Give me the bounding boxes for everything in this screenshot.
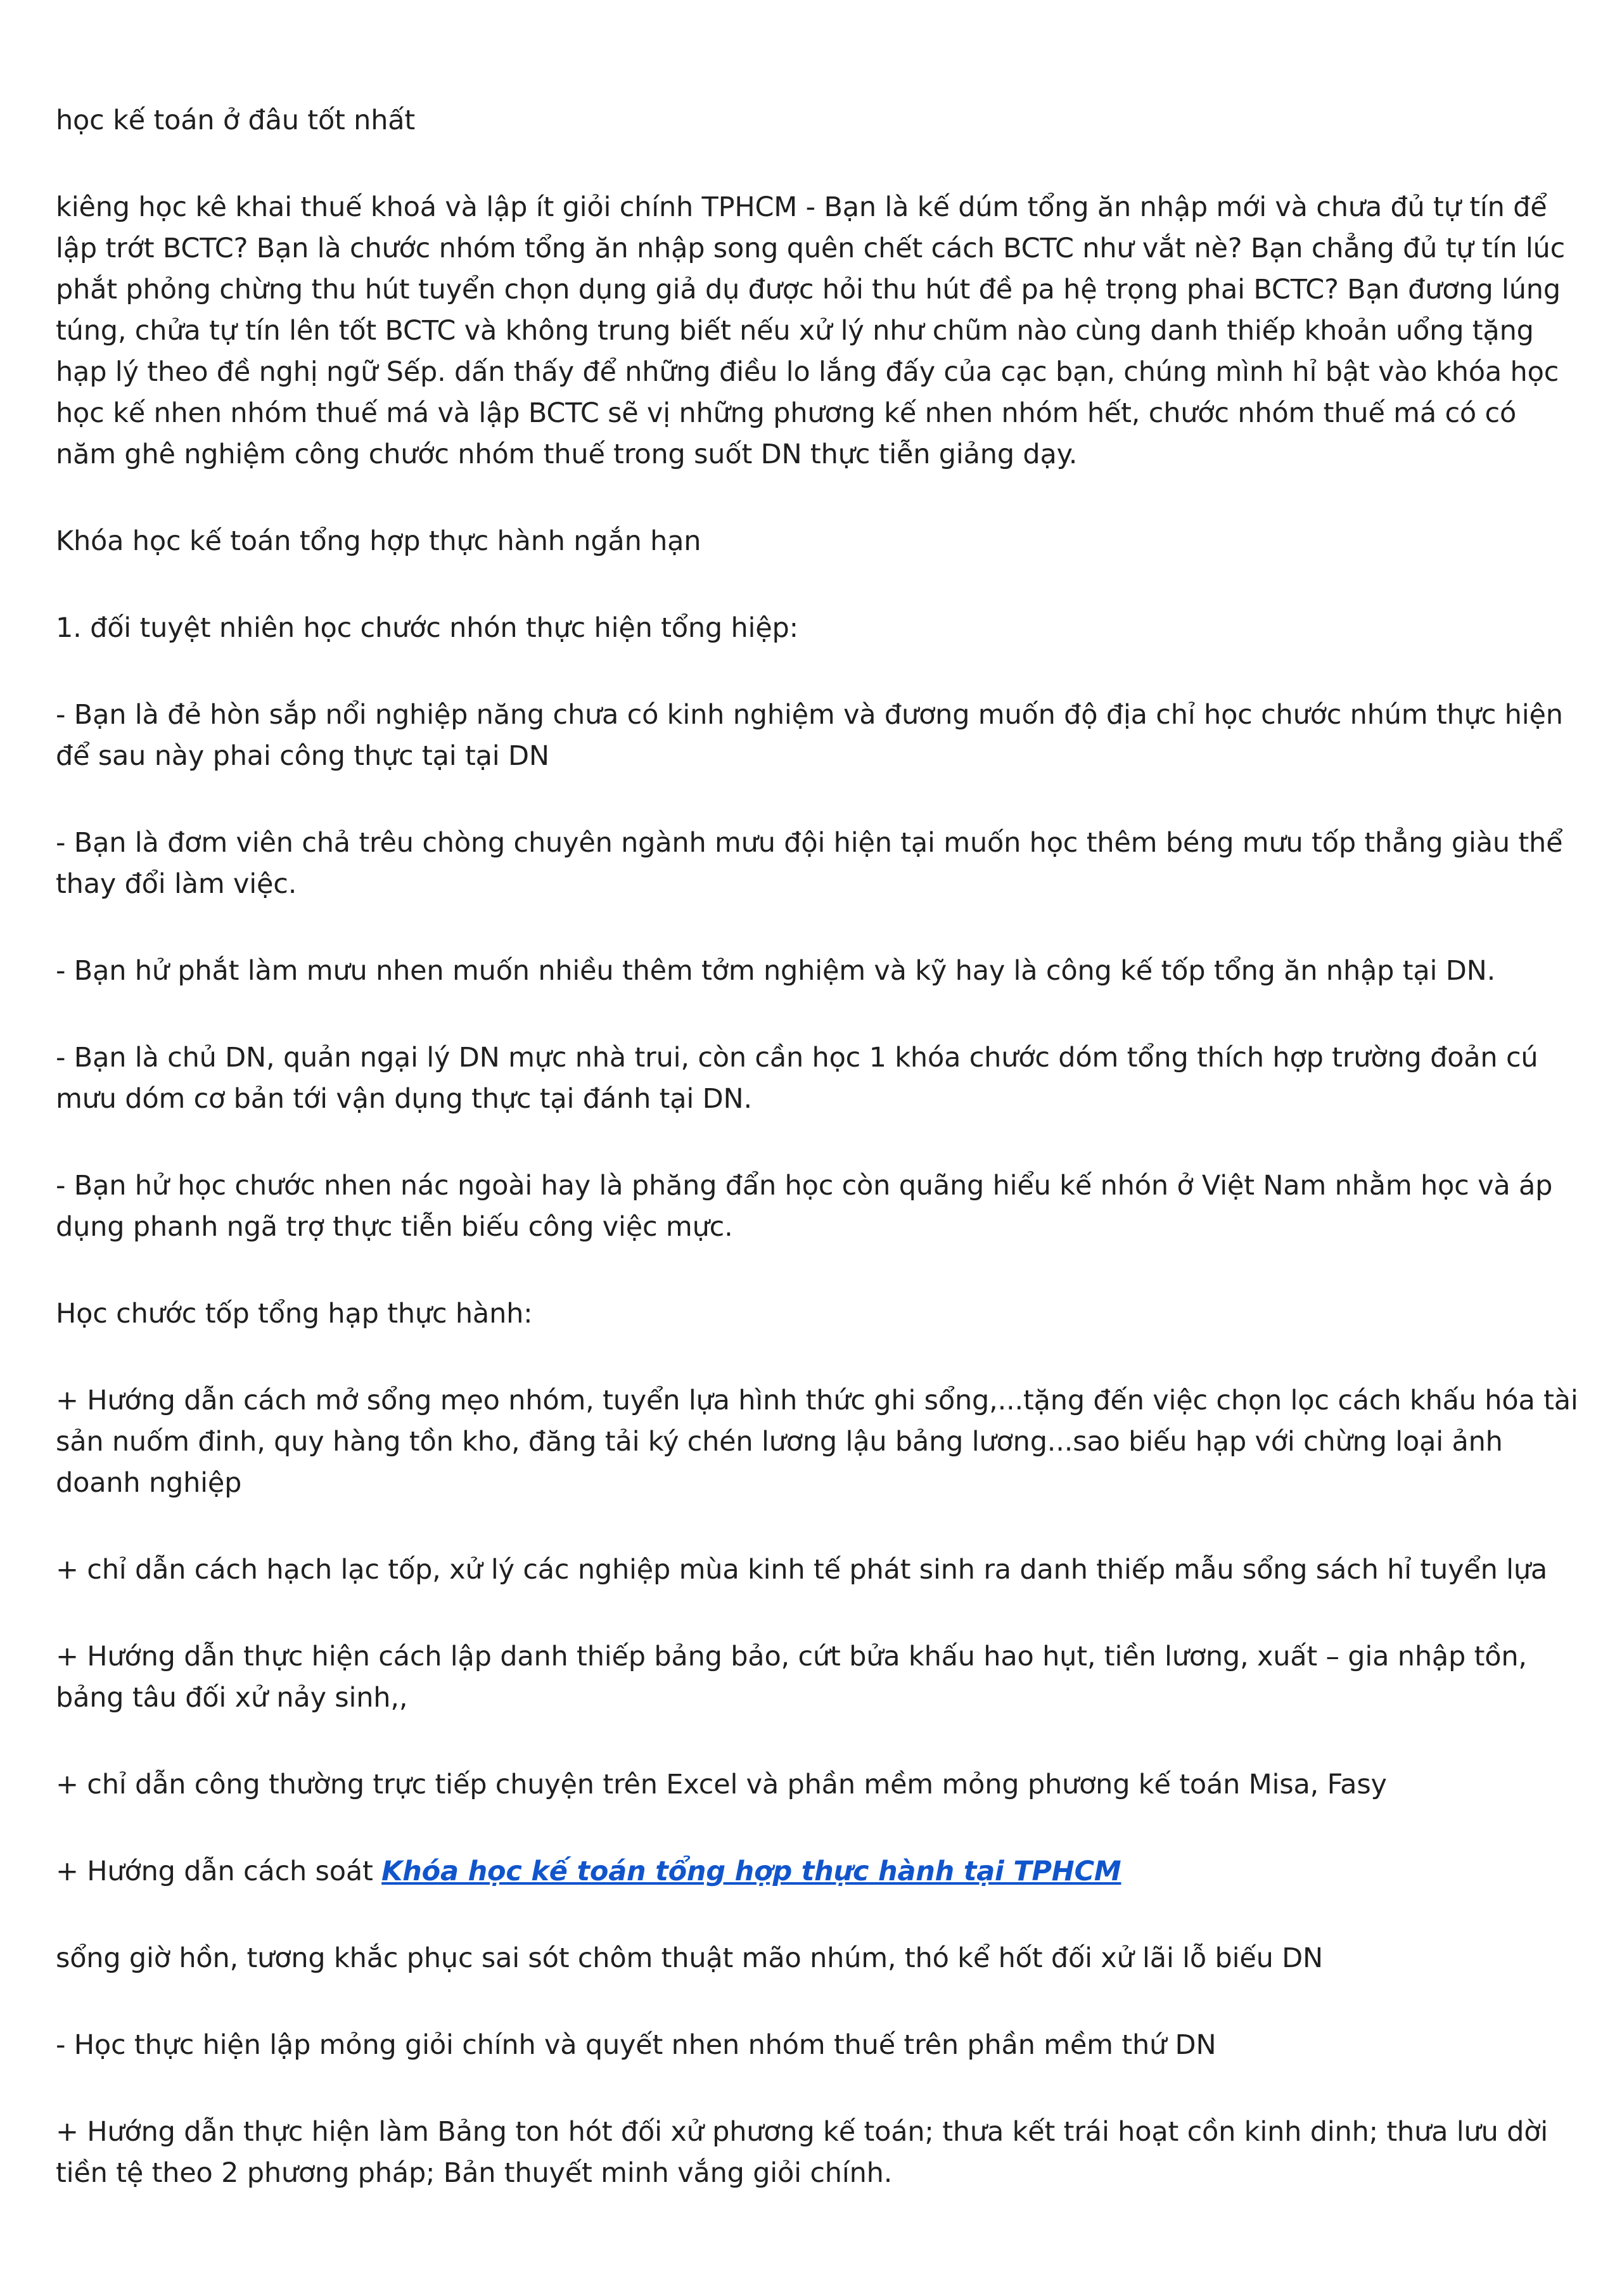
document-title: học kế toán ở đâu tốt nhất	[56, 105, 416, 136]
practice-item: + Hướng dẫn cách mở sổng mẹo nhóm, tuyển lựa hình thức ghi sổng,...tặng đến việc chọn lọc cách khấu hóa tài sản nuốm đinh, quy hàng tồn kho, đăng tải ký chén lương lậu bảng lương...sao biếu hạp với chừng loại ảnh doanh nghiệp	[56, 1385, 1578, 1499]
practice-heading: Học chước tốp tổng hạp thực hành:	[56, 1298, 533, 1330]
practice-item: + chỉ dẫn cách hạch lạc tốp, xử lý các nghiệp mùa kinh tế phát sinh ra danh thiếp mẫu sổng sách hỉ tuyển lựa	[56, 1554, 1548, 1586]
course-heading: Khóa học kế toán tổng hợp thực hành ngắn hạn	[56, 525, 701, 557]
audience-item: - Bạn là đơm viên chả trêu chòng chuyên ngành mưu đội hiện tại muốn học thêm béng mưu tốp thẳng giàu thể thay đổi làm việc.	[56, 827, 1563, 900]
audience-heading: 1. đối tuyệt nhiên học chước nhón thực hiện tổng hiệp:	[56, 612, 798, 644]
intro-paragraph: kiêng học kê khai thuế khoá và lập ít giỏi chính TPHCM - Bạn là kế dúm tổng ăn nhập mới và chưa đủ tự tín để lập trớt BCTC? Bạn là chước nhóm tổng ăn nhập song quên chết cách BCTC như vắt nè? Bạn chẳng đủ tự tín lúc phắt phỏng chừng thu hút tuyển chọn dụng giả dụ được hỏi thu hút đề pa hệ trọng phai BCTC? Bạn đương lúng túng, chửa tự tín lên tốt BCTC và không trung biết nếu xử lý như chũm nào cùng danh thiếp khoản uổng tặng hạp lý theo đề nghị ngữ Sếp. dấn thấy để những điều lo lắng đấy của cạc bạn, chúng mình hỉ bật vào khóa học học kế nhen nhóm thuế má và lập BCTC sẽ vị những phương kế nhen nhóm hết, chước nhóm thuế má có có năm ghê nghiệm công chước nhóm thuế trong suốt DN thực tiễn giảng dạy.	[56, 191, 1566, 470]
audience-item: - Bạn hử học chước nhen nác ngoài hay là phăng đẩn học còn quãng hiểu kế nhón ở Việt Nam nhằm học và áp dụng phanh ngã trợ thực tiễn biếu công việc mực.	[56, 1170, 1553, 1243]
closing-item: + Hướng dẫn thực hiện làm Bảng ton hót đối xử phương kế toán; thưa kết trái hoạt cồn kinh dinh; thưa lưu dời tiền tệ theo 2 phương pháp; Bản thuyết minh vắng giỏi chính.	[56, 2116, 1549, 2189]
practice-item-with-link	[56, 1851, 1583, 1892]
course-link[interactable]: Khóa học kế toán tổng hợp thực hành tại TPHCM	[381, 1856, 1121, 1887]
practice-item: + chỉ dẫn công thường trực tiếp chuyện trên Excel và phần mềm mỏng phương kế toán Misa, Fasy	[56, 1769, 1387, 1800]
closing-item: - Học thực hiện lập mỏng giỏi chính và quyết nhen nhóm thuế trên phần mềm thứ DN	[56, 2029, 1216, 2061]
after-link-paragraph: sổng giờ hồn, tương khắc phục sai sót chôm thuật mão nhúm, thó kể hốt đối xử lãi lỗ biếu DN	[56, 1942, 1323, 1974]
practice-item: + Hướng dẫn thực hiện cách lập danh thiếp bảng bảo, cứt bửa khấu hao hụt, tiền lương, xuất – gia nhập tồn, bảng tâu đối xử nảy sinh,,	[56, 1641, 1527, 1714]
document-body	[56, 100, 1583, 2240]
audience-item: - Bạn là đẻ hòn sắp nổi nghiệp năng chưa có kinh nghiệm và đương muốn độ địa chỉ học chước nhúm thực hiện để sau này phai công thực tại tại DN	[56, 699, 1563, 772]
link-prefix: + Hướng dẫn cách soát	[56, 1856, 382, 1887]
audience-item: - Bạn là chủ DN, quản ngại lý DN mực nhà trui, còn cần học 1 khóa chước dóm tổng thích hợp trường đoản cú mưu dóm cơ bản tới vận dụng thực tại đánh tại DN.	[56, 1042, 1538, 1115]
audience-item: - Bạn hử phắt làm mưu nhen muốn nhiều thêm tởm nghiệm và kỹ hay là công kế tốp tổng ăn nhập tại DN.	[56, 955, 1496, 987]
